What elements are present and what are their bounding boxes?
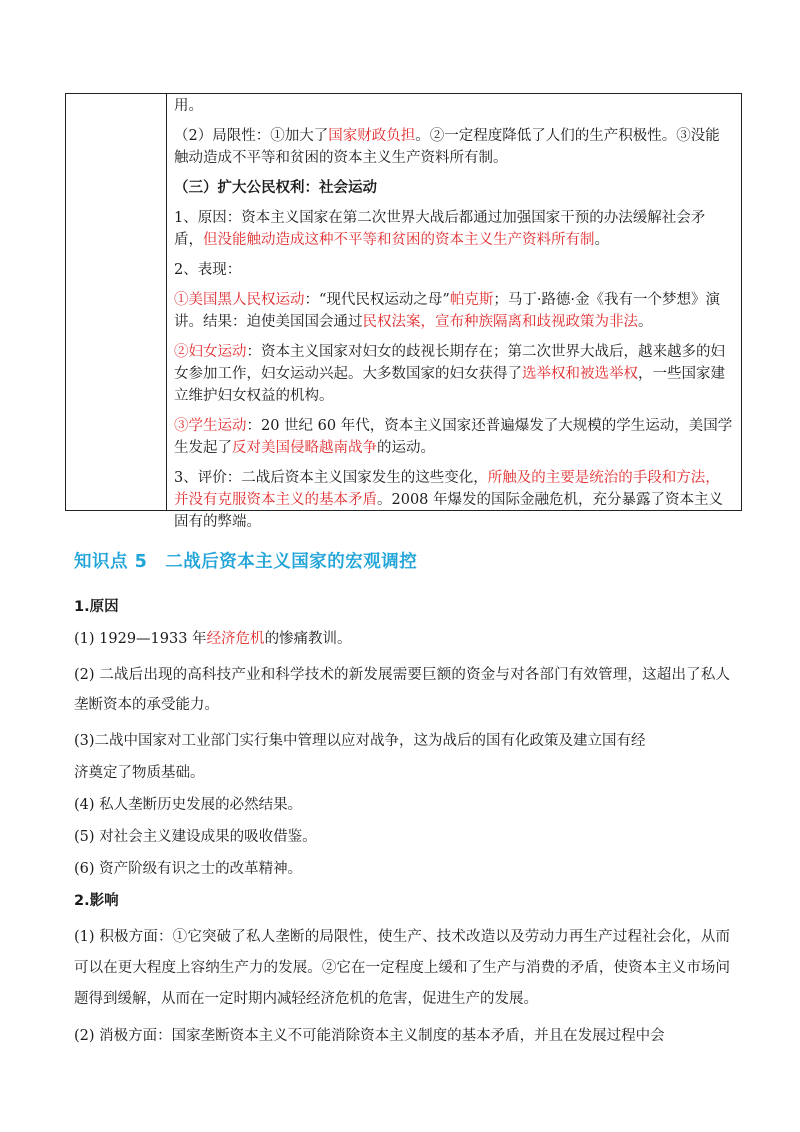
- highlight: 国家财政负担: [328, 128, 416, 144]
- content-table: [65, 93, 742, 530]
- text: ，一些国家建立维护妇女权益的机构。: [174, 366, 725, 404]
- limitation-para: [174, 125, 733, 169]
- highlight: 选举权和被选举权: [522, 366, 638, 382]
- text: 。: [638, 314, 653, 330]
- manifest-label: [174, 259, 733, 281]
- text: 2、表现：: [174, 262, 242, 278]
- highlight: 民权法案，宣布种族隔离和歧视政策为非法: [362, 314, 638, 330]
- table-line: [174, 95, 733, 117]
- section-title: 知识点 5 二战后资本主义国家的宏观调控: [74, 552, 418, 572]
- text: ：资本主义国家对妇女的歧视长期存在；第二次世界大战后，越来越多的妇女参加工作，妇女运动兴起。大多数国家的妇女获得了: [174, 344, 725, 382]
- text: 。: [594, 232, 609, 248]
- text: （2）局限性：①加大了: [174, 128, 329, 144]
- text: 1、原因：资本主义国家在第二次世界大战后都通过加强国家干预的办法缓解社会矛盾，: [174, 210, 706, 248]
- text: （三）扩大公民权利：社会运动: [174, 179, 377, 196]
- impact-positive: (1) 积极方面：①它突破了私人垄断的局限性，使生产、技术改造以及劳动力再生产过程社会化，从而可以在更大程度上容纳生产力的发展。②它在一定程度上缓和了生产与消费的矛盾，使资本主义市场问题得到缓解，从而在一定时期内减轻经济危机的危害，促进生产的发展。: [74, 929, 730, 1007]
- reason-item-3b: 济奠定了物质基础。: [74, 765, 205, 781]
- highlight: 所触及的主要是统治的手段和方法，并没有克服资本主义的基本矛盾: [174, 470, 720, 508]
- section-body: [74, 596, 730, 1047]
- highlight: 帕克斯: [449, 292, 494, 308]
- reason-item-5: (5) 对社会主义建设成果的吸收借鉴。: [74, 829, 317, 845]
- highlight: 但没能触动造成这种不平等和贫困的资本主义生产资料所有制: [203, 232, 595, 248]
- highlight: 经济危机: [206, 631, 265, 647]
- table-divider: [166, 94, 167, 510]
- reason-para: [174, 207, 733, 251]
- subheading-impact: 2.影响: [74, 893, 119, 909]
- text: 。2008 年爆发的国际金融危机，充分暴露了资本主义固有的弊端。: [174, 492, 724, 530]
- women-movement-para: [174, 341, 733, 407]
- text: (1) 1929—1933 年: [74, 631, 207, 647]
- text: 的惨痛教训。: [264, 631, 352, 647]
- civil-rights-para: [174, 289, 733, 333]
- reason-item-2: (2) 二战后出现的高科技产业和科学技术的新发展需要巨额的资金与对各部门有效管理，这超出了私人垄断资本的承受能力。: [74, 667, 730, 713]
- text: 。②一定程度降低了人们的生产积极性。③没能触动造成不平等和贫困的资本主义生产资料所有制。: [174, 128, 720, 166]
- highlight: ③学生运动: [174, 418, 247, 434]
- reason-item-6: (6) 资产阶级有识之士的改革精神。: [74, 861, 303, 877]
- impact-negative: (2) 消极方面：国家垄断资本主义不可能消除资本主义制度的基本矛盾，并且在发展过程中会: [74, 1028, 665, 1044]
- reason-item-1: [74, 628, 730, 650]
- text: 用。: [174, 98, 203, 114]
- highlight: ①美国黑人民权运动: [174, 292, 305, 308]
- table-cell: [174, 94, 733, 533]
- subheading-reason: 1.原因: [74, 599, 119, 615]
- reason-item-3a: (3)二战中国家对工业部门实行集中管理以应对战争，这为战后的国有化政策及建立国有经: [74, 733, 646, 749]
- text: ：“现代民权运动之母”: [304, 292, 450, 308]
- text: ：20 世纪 60 年代，资本主义国家还普遍爆发了大规模的学生运动，美国学生发起了: [174, 418, 733, 456]
- highlight: 反对美国侵略越南战争: [232, 440, 377, 456]
- reason-item-4: (4) 私人垄断历史发展的必然结果。: [74, 797, 303, 813]
- text: ；马丁·路德·金《我有一个梦想》演讲。结果：迫使美国国会通过: [174, 292, 721, 330]
- highlight: ②妇女运动: [174, 344, 247, 360]
- subheading-social-movement: [174, 177, 733, 199]
- text: 3、评价：二战后资本主义国家发生的这些变化，: [174, 470, 488, 486]
- student-movement-para: [174, 415, 733, 459]
- text: 的运动。: [377, 440, 435, 456]
- evaluation-para: [174, 467, 733, 533]
